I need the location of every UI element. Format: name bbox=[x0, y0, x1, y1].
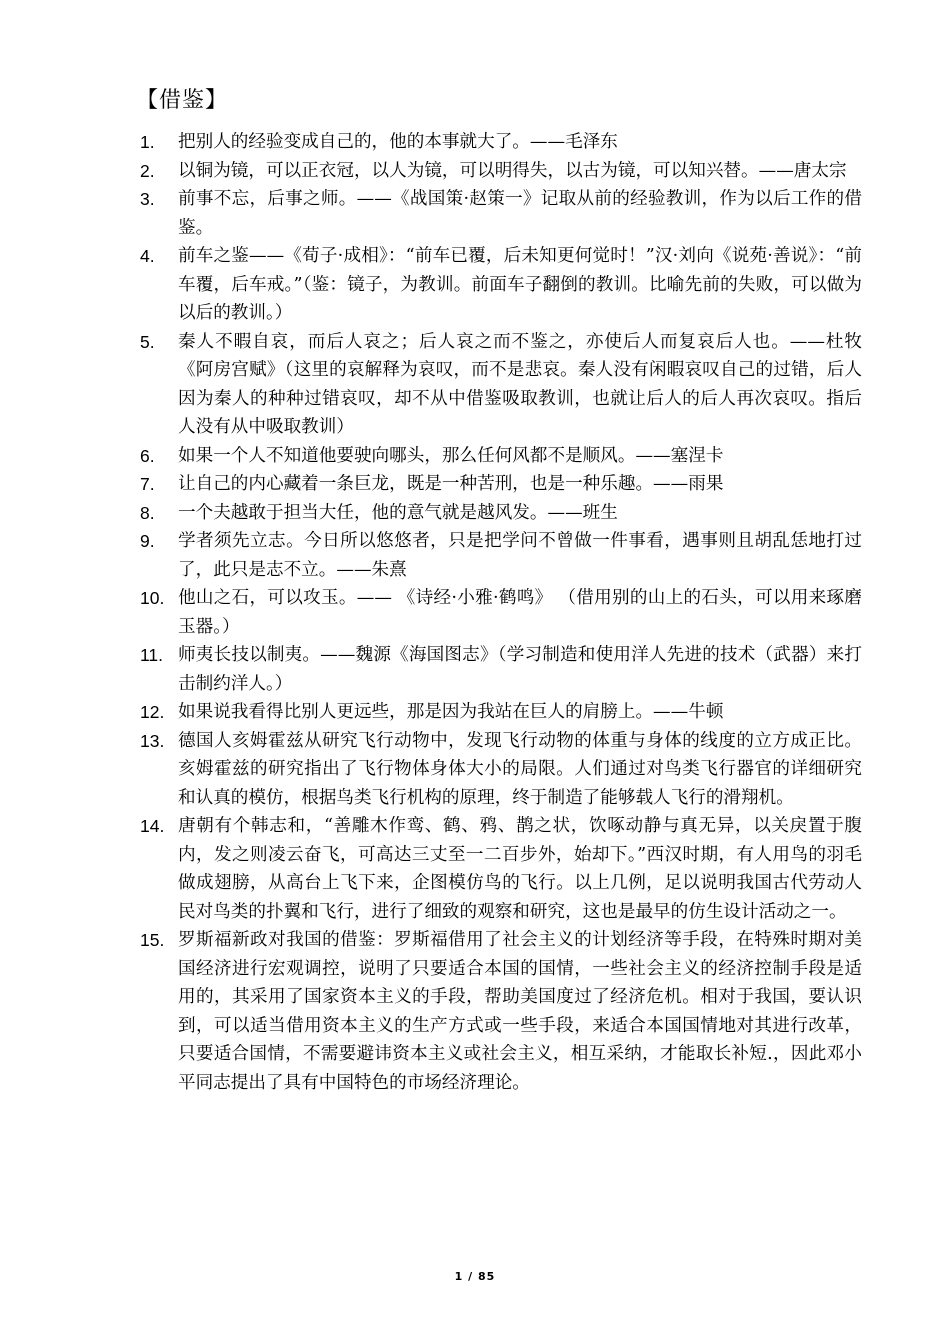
list-item bbox=[140, 442, 862, 471]
item-text: 他山之石，可以攻玉。—— 《诗经·小雅·鹤鸣》 （借用别的山上的石头，可以用来琢磨玉器。） bbox=[178, 588, 862, 637]
item-number: 2. bbox=[140, 160, 155, 181]
item-number: 8. bbox=[140, 502, 155, 523]
list-item bbox=[140, 641, 862, 698]
list-item bbox=[140, 157, 862, 186]
quote-list bbox=[140, 128, 862, 1097]
item-text: 前事不忘，后事之师。——《战国策·赵策一》记取从前的经验教训，作为以后工作的借鉴。 bbox=[178, 189, 862, 238]
item-number: 11. bbox=[140, 645, 164, 665]
item-number: 15. bbox=[140, 930, 165, 950]
item-number: 4. bbox=[140, 246, 155, 266]
item-number: 13. bbox=[140, 730, 165, 751]
list-item bbox=[140, 242, 862, 328]
list-item bbox=[140, 128, 862, 157]
item-number: 5. bbox=[140, 331, 155, 352]
list-item bbox=[140, 499, 862, 528]
list-item bbox=[140, 698, 862, 727]
item-number: 7. bbox=[140, 474, 155, 494]
item-text: 学者须先立志。今日所以悠悠者，只是把学问不曾做一件事看，遇事则且胡乱恁地打过了，此只是志不立。——朱熹 bbox=[178, 531, 862, 580]
list-item bbox=[140, 527, 862, 584]
item-text: 唐朝有个韩志和，“善雕木作鸾、鹤、鸦、鹊之状，饮啄动静与真无异，以关戾置于腹内，发之则凌云奋飞，可高达三丈至一二百步外，始却下。”西汉时期，有人用鸟的羽毛做成翅膀，从高台上飞下来，企图模仿鸟的飞行。以上几例，足以说明我国古代劳动人民对鸟类的扑翼和飞行，进行了细致的观察和研究，这也是最早的仿生设计活动之一。 bbox=[178, 816, 862, 922]
item-number: 1. bbox=[140, 132, 155, 152]
item-text: 让自己的内心藏着一条巨龙，既是一种苦刑，也是一种乐趣。——雨果 bbox=[178, 474, 724, 494]
list-item bbox=[140, 926, 862, 1097]
list-item bbox=[140, 470, 862, 499]
list-item bbox=[140, 812, 862, 926]
item-number: 3. bbox=[140, 189, 155, 209]
item-text: 如果一个人不知道他要驶向哪头，那么任何风都不是顺风。——塞涅卡 bbox=[178, 445, 724, 466]
item-text: 德国人亥姆霍兹从研究飞行动物中，发现飞行动物的体重与身体的线度的立方成正比。亥姆霍兹的研究指出了飞行物体身体大小的局限。人们通过对鸟类飞行器官的详细研究和认真的模仿，根据鸟类飞行机构的原理，终于制造了能够载人飞行的滑翔机。 bbox=[178, 730, 862, 808]
list-item bbox=[140, 185, 862, 242]
item-text: 罗斯福新政对我国的借鉴：罗斯福借用了社会主义的计划经济等手段，在特殊时期对美国经济进行宏观调控，说明了只要适合本国的国情，一些社会主义的经济控制手段是适用的，其采用了国家资本主义的手段，帮助美国度过了经济危机。相对于我国，要认识到，可以适当借用资本主义的生产方式或一些手段，来适合本国国情地对其进行改革，只要适合国情，不需要避讳资本主义或社会主义，相互采纳，才能取长补短.，因此邓小平同志提出了具有中国特色的市场经济理论。 bbox=[178, 930, 862, 1093]
item-number: 12. bbox=[140, 702, 165, 722]
item-number: 10. bbox=[140, 588, 165, 608]
item-number: 6. bbox=[140, 445, 155, 466]
list-item bbox=[140, 328, 862, 442]
item-text: 如果说我看得比别人更远些，那是因为我站在巨人的肩膀上。——牛顿 bbox=[178, 702, 724, 722]
item-number: 9. bbox=[140, 531, 155, 551]
item-text: 前车之鉴——《荀子·成相》：“前车已覆，后未知更何觉时！”汉·刘向《说苑·善说》：“前车覆，后车戒。”（鉴：镜子，为教训。前面车子翻倒的教训。比喻先前的失败，可以做为以后的教训。） bbox=[178, 246, 862, 323]
list-item bbox=[140, 727, 862, 813]
item-text: 以铜为镜，可以正衣冠，以人为镜，可以明得失，以古为镜，可以知兴替。——唐太宗 bbox=[178, 160, 847, 181]
item-text: 把别人的经验变成自己的，他的本事就大了。——毛泽东 bbox=[178, 132, 618, 152]
item-number: 14. bbox=[140, 816, 165, 836]
section-title: 【借鉴】 bbox=[136, 88, 229, 113]
item-text: 一个夫越敢于担当大任，他的意气就是越风发。——班生 bbox=[178, 502, 618, 523]
item-text: 师夷长技以制夷。——魏源《海国图志》（学习制造和使用洋人先进的技术（武器）来打击制约洋人。） bbox=[178, 645, 862, 694]
page-number: 1 / 85 bbox=[454, 1270, 496, 1283]
item-text: 秦人不暇自哀，而后人哀之；后人哀之而不鉴之，亦使后人而复哀后人也。——杜牧《阿房宫赋》（这里的哀解释为哀叹，而不是悲哀。秦人没有闲暇哀叹自己的过错，后人因为秦人的种种过错哀叹，却不从中借鉴吸取教训，也就让后人的后人再次哀叹。指后人没有从中吸取教训） bbox=[178, 331, 862, 437]
list-item bbox=[140, 584, 862, 641]
